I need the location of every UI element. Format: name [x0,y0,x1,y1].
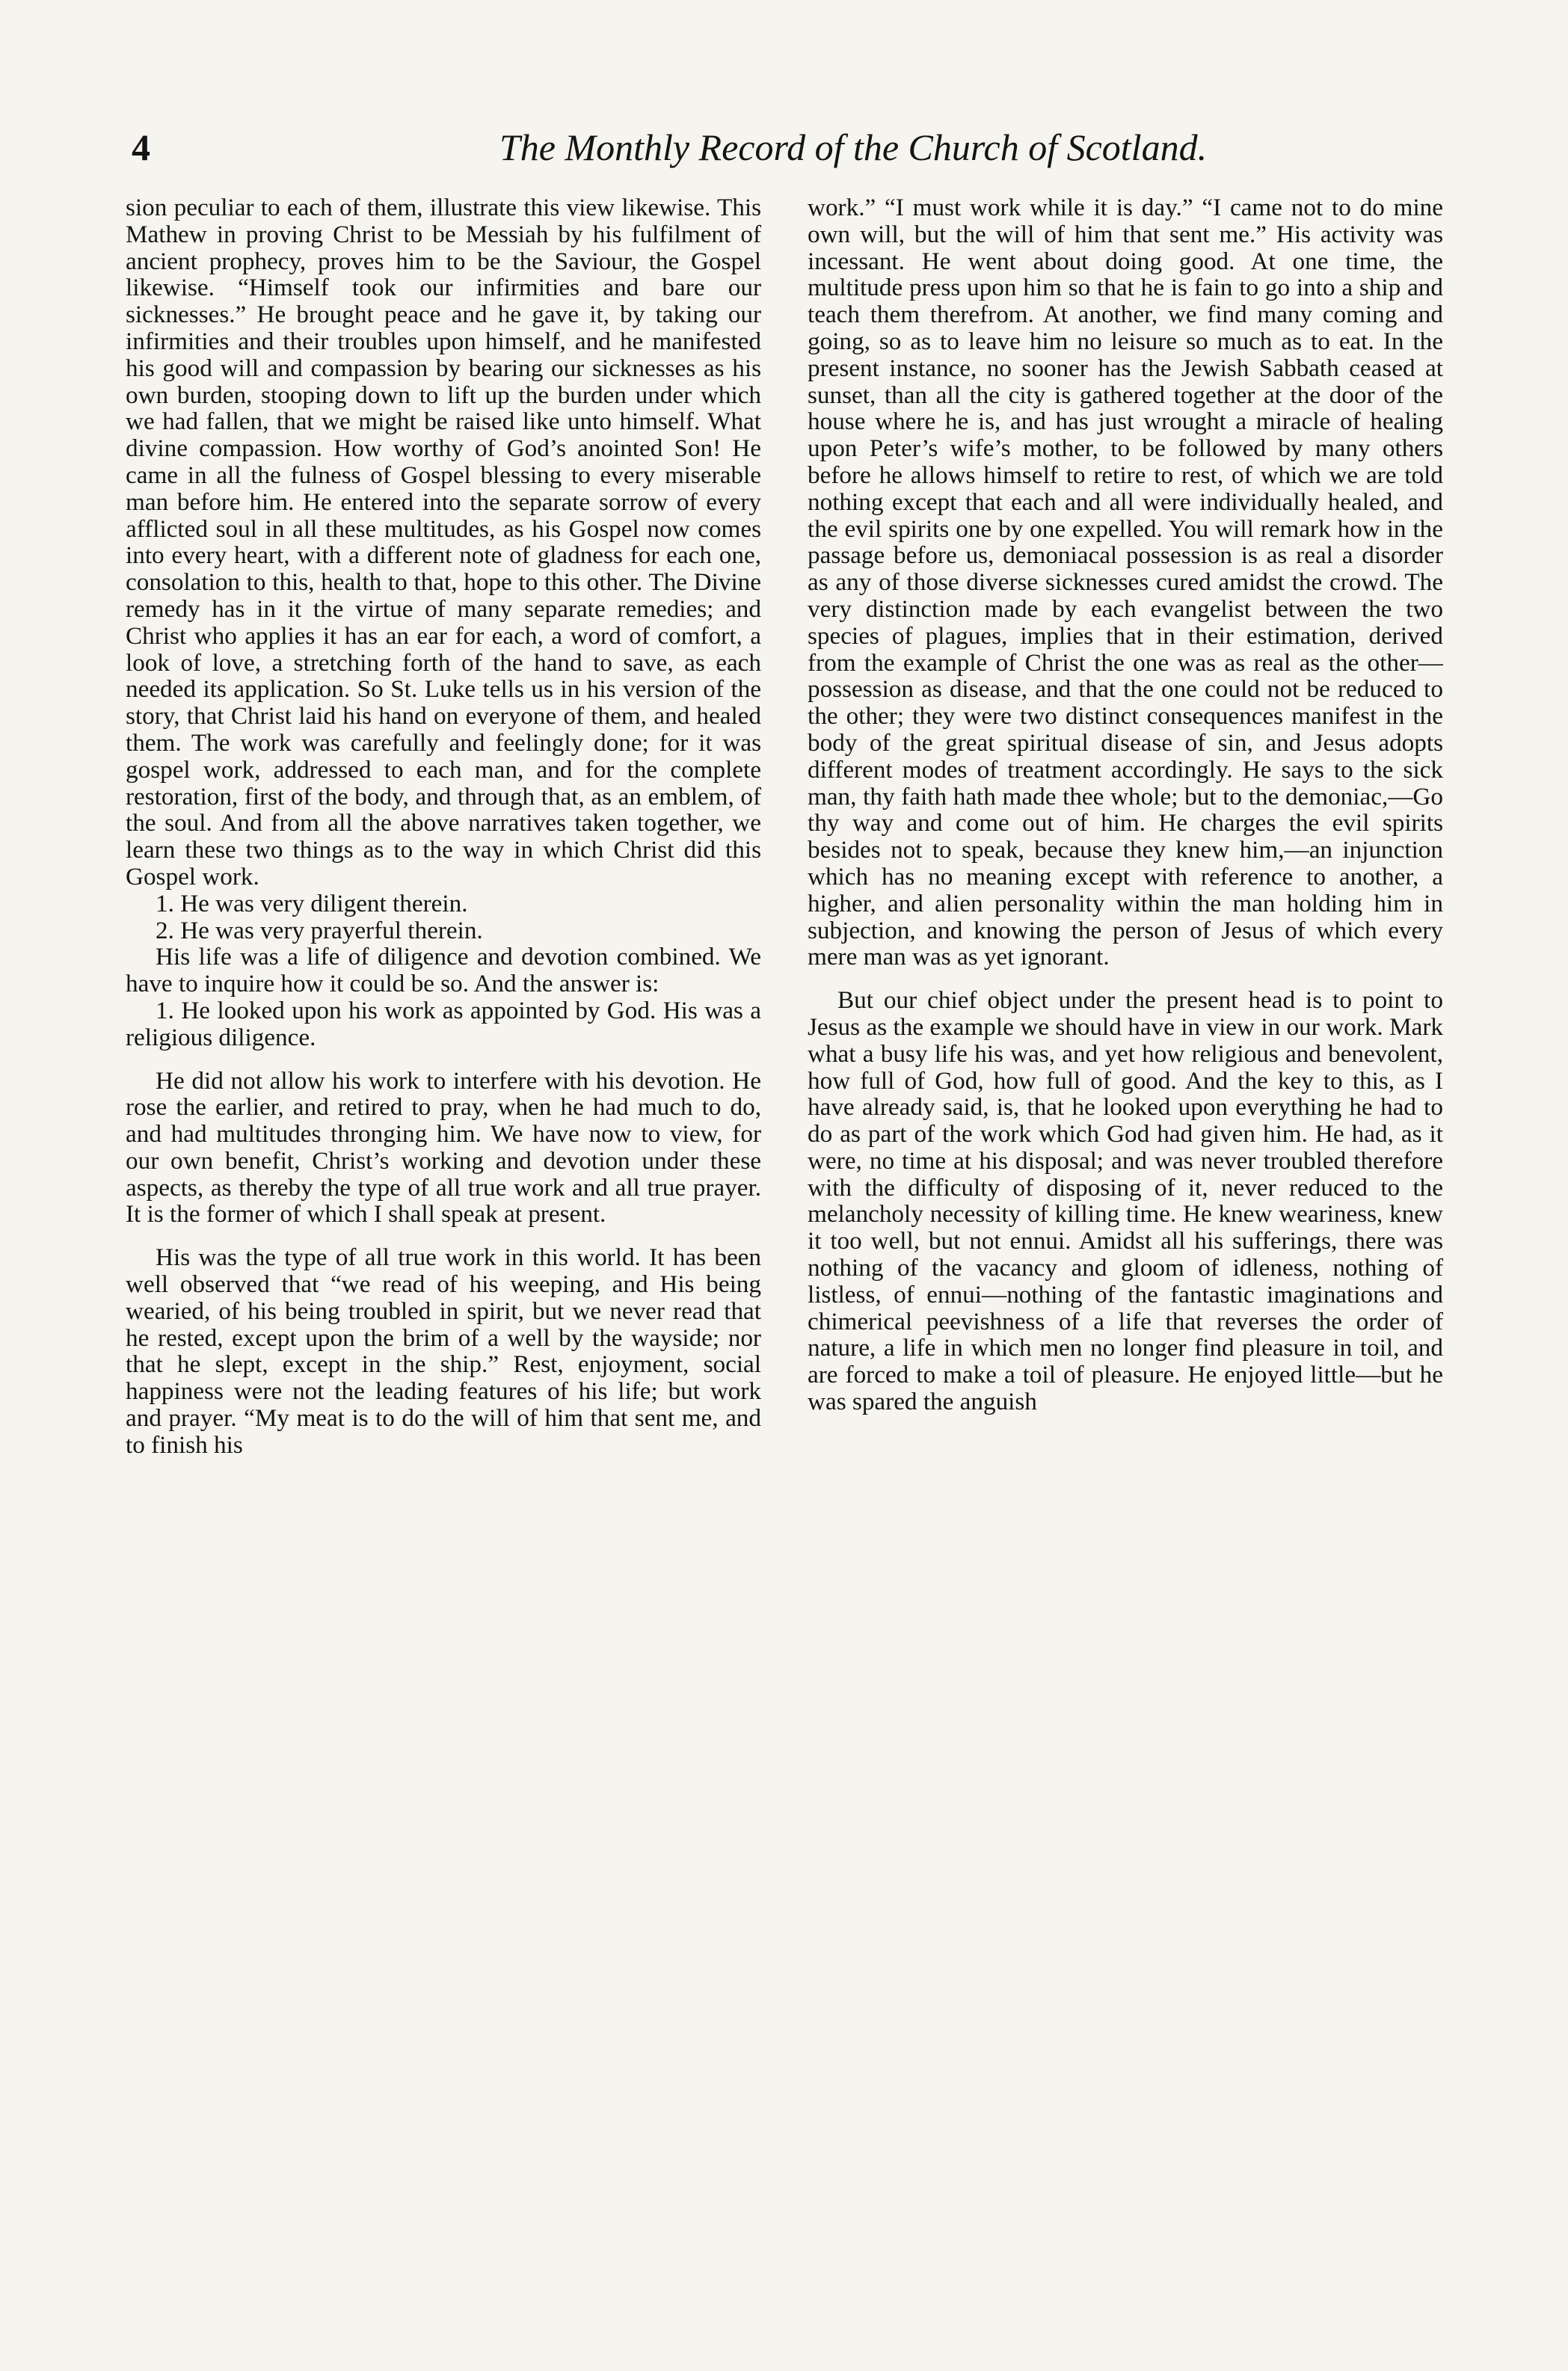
paragraph: He did not allow his work to interfere with his devotion. He rose the earlier, and retired to pray, when he had much to do, and had multitudes thronging him. We have now to view, for our own benefit, Christ’s working and devotion under these aspects, as thereby the type of all true work and all true prayer. It is the former of which I shall speak at present. [126,1066,761,1228]
right-column [808,194,1443,2333]
paragraph: His was the type of all true work in this world. It has been well observed that “we read of his weeping, and His being wearied, of his being troubled in spirit, but we never read that he rested, except upon the brim of a well by the wayside; nor that he slept, except in the ship.” Rest, enjoyment, social happiness were not the leading features of his life; but work and prayer. “My meat is to do the will of him that sent me, and to finish his [126,1243,761,1459]
list-item: 1. He was very diligent therein. [156,889,468,917]
paragraph: But our chief object under the present head is to point to Jesus as the example we should have in view in our work. Mark what a busy life his was, and yet how religious and benevolent, how full of God, how full of good. And the key to this, as I have already said, is, that he looked upon everything he had to do as part of the work which God had given him. He had, as it were, no time at his disposal; and was never troubled therefore with the difficulty of disposing of it, never reduced to the melancholy necessity of killing time. He knew weariness, knew it too well, but not ennui. Amidst all his sufferings, there was nothing of the vacancy and gloom of idleness, nothing of listless, of ennui—nothing of the fantastic imaginations and chimerical peevishness of a life that reverses the order of nature, a life in which men no longer find pleasure in toil, and are forced to make a toil of pleasure. He enjoyed little—but he was spared the anguish [808,986,1443,1416]
running-title: The Monthly Record of the Church of Scotland. [499,126,1208,168]
page-header [132,126,1463,185]
list-item: 2. He was very prayerful therein. [156,916,483,944]
page-number: 4 [132,126,150,168]
paragraph: His life was a life of diligence and devotion combined. We have to inquire how it could be so. And the answer is: [126,943,761,998]
paragraph: sion peculiar to each of them, illustrate this view likewise. This Mathew in proving Christ to be Messiah by his fulfilment of ancient prophecy, proves him to be the Saviour, the Gospel likewise. “Himself took our infirmities and bare our sicknesses.” He brought peace and he gave it, by taking our infirmities and their troubles upon himself, and he manifested his good will and compassion by bearing our sicknesses as his own burden, stooping down to lift up the burden under which we had fallen, that we might be raised like unto himself. What divine compassion. How worthy of God’s anointed Son! He came in all the fulness of Gospel blessing to every miserable man before him. He entered into the separate sorrow of every afflicted soul in all these multitudes, as his Gospel now comes into every heart, with a different note of gladness for each one, consolation to this, health to that, hope to this other. The Divine remedy has in it the virtue of many separate remedies; and Christ who applies it has an ear for each, a word of comfort, a look of love, a stretching forth of the hand to save, as each needed its application. So St. Luke tells us in his version of the story, that Christ laid his hand on everyone of them, and healed them. The work was carefully and feelingly done; for it was gospel work, addressed to each man, and for the complete restoration, first of the body, and through that, as an emblem, of the soul. And from all the above narratives taken together, we learn these two things as to the way in which Christ did this Gospel work. [126,194,761,891]
left-column [126,194,761,2333]
list-item: 1. He looked upon his work as appointed by God. His was a religious diligence. [126,996,761,1051]
paragraph: work.” “I must work while it is day.” “I came not to do mine own will, but the will of him that sent me.” His activity was incessant. He went about doing good. At one time, the multitude press upon him so that he is fain to go into a ship and teach them therefrom. At another, we find many coming and going, so as to leave him no leisure so much as to eat. In the present instance, no sooner has the Jewish Sabbath ceased at sunset, than all the city is gathered together at the door of the house where he is, and has just wrought a miracle of healing upon Peter’s wife’s mother, to be followed by many others before he allows himself to retire to rest, of which we are told nothing except that each and all were individually healed, and the evil spirits one by one expelled. You will remark how in the passage before us, demoniacal possession is as real a disorder as any of those diverse sicknesses cured amidst the crowd. The very distinction made by each evangelist between the two species of plagues, implies that in their estimation, derived from the example of Christ the one was as real as the other—possession as disease, and that the one could not be reduced to the other; they were two distinct consequences manifest in the body of the great spiritual disease of sin, and Jesus adopts different modes of treatment accordingly. He says to the sick man, thy faith hath made thee whole; but to the demoniac,—Go thy way and come out of him. He charges the evil spirits besides not to speak, because they knew him,—an injunction which has no meaning except with reference to another, a higher, and alien personality within the man holding him in subjection, and knowing the person of Jesus of which every mere man was as yet ignorant. [808,194,1443,971]
